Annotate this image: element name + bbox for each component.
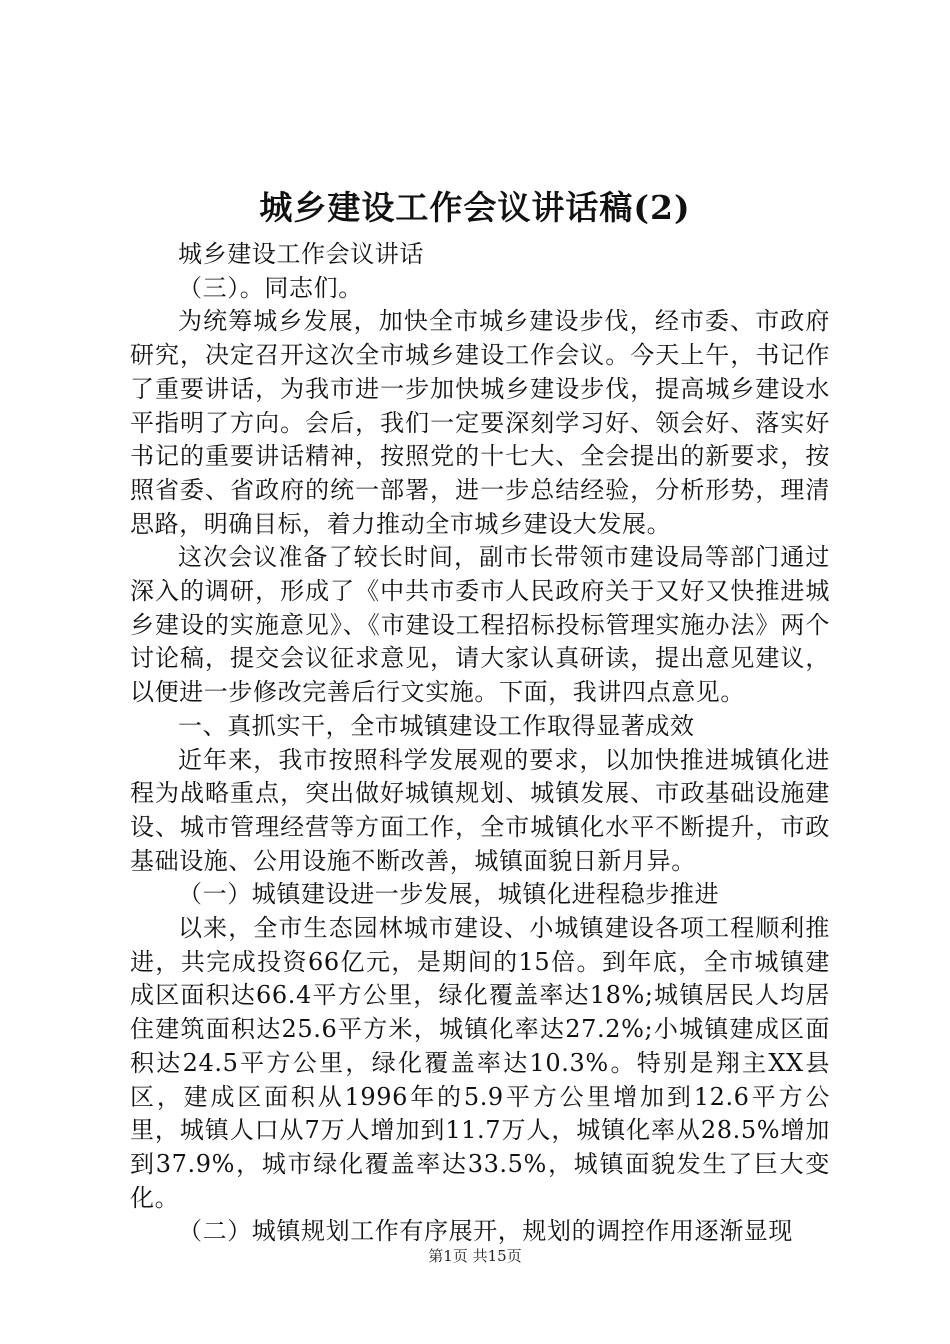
document-body xyxy=(130,238,830,1249)
paragraph-salutation: （三）。同志们。 xyxy=(178,273,363,302)
paragraph-intro: 为统筹城乡发展，加快全市城乡建设步伐，经市委、市政府研究，决定召开这次全市城乡建设工作会议。今天上午，书记作了重要讲话，为我市进一步加快城乡建设步伐，提高城乡建设水平指明了方向。会后，我们一定要深刻学习好、领会好、落实好书记的重要讲话精神，按照党的十七大、全会提出的新要求，按照省委、省政府的统一部署，进一步总结经验，分析形势，理清思路，明确目标，着力推动全市城乡建设大发展。 xyxy=(130,307,830,538)
paragraph-subtitle: 城乡建设工作会议讲话 xyxy=(178,240,424,268)
paragraph-achievements: 近年来，我市按照科学发展观的要求，以加快推进城镇化进程为战略重点，突出做好城镇规划、城镇发展、市政基础设施建设、城市管理经营等方面工作，全市城镇化水平不断提升，市政基础设施、公用设施不断改善，城镇面貌日新月异。 xyxy=(130,745,830,875)
page-number-footer: 第1页 共15页 xyxy=(428,1247,522,1265)
paragraph-statistics: 以来，全市生态园林城市建设、小城镇建设各项工程顺利推进，共完成投资66亿元，是期间的15倍。到年底，全市城镇建成区面积达66.4平方公里，绿化覆盖率达18%;城镇居民人均居住建筑面积达25.6平方米，城镇化率达27.2%;小城镇建成区面积达24.5平方公里，绿化覆盖率达10.3%。特别是翔主XX县区，建成区面积从1996年的5.9平方公里增加到12.6平方公里，城镇人口从7万人增加到11.7万人，城镇化率从28.5%增加到37.9%，城市绿化覆盖率达33.5%，城镇面貌发生了巨大变化。 xyxy=(130,914,830,1212)
section-heading-1: 一、真抓实干，全市城镇建设工作取得显著成效 xyxy=(178,711,695,740)
document-title: 城乡建设工作会议讲话稿(2) xyxy=(259,188,691,227)
subsection-heading-2: （二）城镇规划工作有序展开，规划的调控作用逐渐显现 xyxy=(178,1217,793,1246)
subsection-heading-1: （一）城镇建设进一步发展，城镇化进程稳步推进 xyxy=(178,880,720,909)
paragraph-preparation: 这次会议准备了较长时间，副市长带领市建设局等部门通过深入的调研，形成了《中共市委市人民政府关于又好又快推进城乡建设的实施意见》、《市建设工程招标投标管理实施办法》两个讨论稿，提交会议征求意见，请大家认真研读，提出意见建议，以便进一步修改完善后行文实施。下面，我讲四点意见。 xyxy=(130,543,830,707)
